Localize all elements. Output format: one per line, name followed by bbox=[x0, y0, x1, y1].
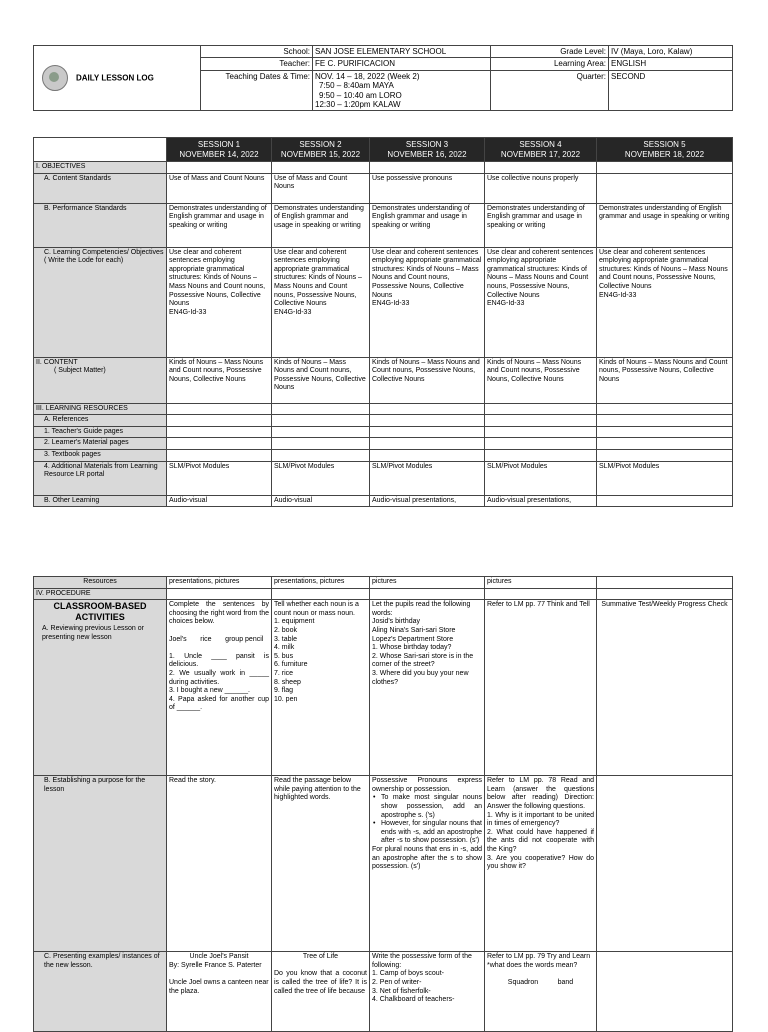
perf-std-4: Demonstrates understanding of English grammar and usage in speaking or writing bbox=[485, 203, 597, 247]
procedure-label: IV. PROCEDURE bbox=[34, 588, 167, 600]
lc-5: Use clear and coherent sentences employing appropriate grammatical structures: Kinds of Nouns – Mass Nouns and Count nouns, Possessive Nouns, Collective Nouns EN4G-Id-33 bbox=[597, 247, 733, 357]
add-4: SLM/Pivot Modules bbox=[485, 461, 597, 495]
lesson-table bbox=[33, 137, 733, 507]
time-maya: 7:50 – 8:40am MAYA bbox=[319, 81, 394, 91]
other-2: Audio-visual bbox=[272, 495, 370, 507]
dates-label: Teaching Dates & Time: bbox=[201, 70, 313, 111]
content-std-1: Use of Mass and Count Nouns bbox=[167, 173, 272, 203]
purpose-session-2: Read the passage below while paying attention to the highlighted words. bbox=[272, 776, 370, 952]
textbook-label: 3. Textbook pages bbox=[34, 449, 167, 461]
content-label: II. CONTENT ( Subject Matter) bbox=[34, 357, 167, 403]
teacher-value: FE C. PURIFICACION bbox=[313, 58, 491, 70]
content-std-4: Use collective nouns properly bbox=[485, 173, 597, 203]
learning-resources-label: III. LEARNING RESOURCES bbox=[34, 403, 167, 415]
learners-material-label: 2. Learner's Material pages bbox=[34, 438, 167, 450]
quarter-label: Quarter: bbox=[491, 70, 609, 111]
header-title-cell bbox=[34, 46, 201, 111]
review-session-2: Tell whether each noun is a count noun or mass noun. 1. equipment 2. book 3. table 4. milk 5. bus 6. furniture 7. rice 8. sheep 9. flag 10. pen bbox=[272, 600, 370, 776]
review-session-3: Let the pupils read the following words: Josid's birthday Aling Nina's Sari-sari Store Lopez's Department Store 1. Whose birthday today? 2. Whose Sari-sari store is in the corner of the street? 3. Where did you buy your new clothes? bbox=[370, 600, 485, 776]
other-1: Audio-visual bbox=[167, 495, 272, 507]
objectives-label: I. OBJECTIVES bbox=[34, 162, 167, 174]
purpose-session-1: Read the story. bbox=[167, 776, 272, 952]
session-4-header: SESSION 4 NOVEMBER 17, 2022 bbox=[485, 138, 597, 162]
deped-seal-icon bbox=[42, 65, 68, 91]
other-3: Audio-visual presentations, bbox=[370, 495, 485, 507]
session-3-header: SESSION 3 NOVEMBER 16, 2022 bbox=[370, 138, 485, 162]
lc-1: Use clear and coherent sentences employing appropriate grammatical structures: Kinds of Nouns – Mass Nouns and Count nouns, Possessive Nouns, Collective Nouns EN4G-Id-33 bbox=[167, 247, 272, 357]
session-1-header: SESSION 1 NOVEMBER 14, 2022 bbox=[167, 138, 272, 162]
content-3: Kinds of Nouns – Mass Nouns and Count nouns, Possessive Nouns, Collective Nouns bbox=[370, 357, 485, 403]
dates-value bbox=[313, 70, 491, 111]
other-4: Audio-visual presentations, bbox=[485, 495, 597, 507]
lc-4: Use clear and coherent sentences employing appropriate grammatical structures: Kinds of Nouns – Mass Nouns and Count nouns, Possessive Nouns, Collective Nouns EN4G-Id-33 bbox=[485, 247, 597, 357]
present-session-2: Tree of Life Do you know that a coconut is called the tree of life? It is called the tree of life because bbox=[272, 952, 370, 1032]
purpose-session-3: Possessive Pronouns express ownership or possession. • To make most singular nouns show possession, add an apostrophe s. ('s) • However, for singular nouns that ends with -s, add an apostrophe after -s to show possession. (s') For plural nouns that ens in -s, add an apostrophe after the s to show possession. (s') bbox=[370, 776, 485, 952]
area-label: Learning Area: bbox=[491, 58, 609, 70]
grade-label: Grade Level: bbox=[491, 46, 609, 58]
present-session-3: Write the possessive form of the following: 1. Camp of boys scout- 2. Pen of writer- 3. Net of fisherfolk- 4. Chalkboard of teachers- bbox=[370, 952, 485, 1032]
time-kalaw: 12:30 – 1:20pm KALAW bbox=[315, 100, 401, 110]
teachers-guide-label: 1. Teacher's Guide pages bbox=[34, 426, 167, 438]
perf-std-5: Demonstrates understanding of English grammar and usage in speaking or writing bbox=[597, 203, 733, 247]
res-3: pictures bbox=[370, 577, 485, 589]
dates-text: NOV. 14 – 18, 2022 (Week 2) bbox=[315, 71, 420, 81]
resources-label: Resources bbox=[34, 577, 167, 589]
add-3: SLM/Pivot Modules bbox=[370, 461, 485, 495]
empty-header-cell bbox=[34, 138, 167, 162]
content-1: Kinds of Nouns – Mass Nouns and Count nouns, Possessive Nouns, Collective Nouns bbox=[167, 357, 272, 403]
perf-std-3: Demonstrates understanding of English grammar and usage in speaking or writing bbox=[370, 203, 485, 247]
present-session-1: Uncle Joel's Pansit By: Syrelle France S. Paterter Uncle Joel owns a canteen near the plaza. bbox=[167, 952, 272, 1032]
lc-3: Use clear and coherent sentences employing appropriate grammatical structures: Kinds of Nouns – Mass Nouns and Count nouns, Possessive Nouns, Collective Nouns EN4G-Id-33 bbox=[370, 247, 485, 357]
review-session-5: Summative Test/Weekly Progress Check bbox=[597, 600, 733, 776]
res-5 bbox=[597, 577, 733, 589]
learning-competencies-label: C. Learning Competencies/ Objectives ( Write the Lode for each) bbox=[34, 247, 167, 357]
purpose-session-4: Refer to LM pp. 78 Read and Learn (answer the questions below after reading) Direction: Answer the following questions. 1. Why is it important to be united in times of emergency? 2. What could have happened if the ants did not cooperate with the King? 3. Are you cooperative? How do you show it? bbox=[485, 776, 597, 952]
perf-std-2: Demonstrates understanding of English grammar and usage in speaking or writing bbox=[272, 203, 370, 247]
area-value: ENGLISH bbox=[609, 58, 733, 70]
performance-standards-label: B. Performance Standards bbox=[34, 203, 167, 247]
content-std-5 bbox=[597, 173, 733, 203]
content-std-2: Use of Mass and Count Nouns bbox=[272, 173, 370, 203]
content-standards-label: A. Content Standards bbox=[34, 173, 167, 203]
additional-materials-label: 4. Additional Materials from Learning Resource LR portal bbox=[34, 461, 167, 495]
add-2: SLM/Pivot Modules bbox=[272, 461, 370, 495]
reviewing-cell bbox=[34, 600, 167, 776]
purpose-label: B. Establishing a purpose for the lesson bbox=[34, 776, 167, 952]
teacher-label: Teacher: bbox=[201, 58, 313, 70]
res-4: pictures bbox=[485, 577, 597, 589]
content-4: Kinds of Nouns – Mass Nouns and Count nouns, Possessive Nouns, Collective Nouns bbox=[485, 357, 597, 403]
res-1: presentations, pictures bbox=[167, 577, 272, 589]
references-label: A. References bbox=[34, 415, 167, 427]
reviewing-label: A. Reviewing previous Lesson or presenting new lesson bbox=[42, 625, 144, 641]
other-5 bbox=[597, 495, 733, 507]
res-2: presentations, pictures bbox=[272, 577, 370, 589]
grade-value: IV (Maya, Loro, Kalaw) bbox=[609, 46, 733, 58]
procedure-table bbox=[33, 576, 733, 1032]
present-session-4: Refer to LM pp. 79 Try and Learn *what does the words mean? Squadron band bbox=[485, 952, 597, 1032]
content-2: Kinds of Nouns – Mass Nouns and Count nouns, Possessive Nouns, Collective Nouns bbox=[272, 357, 370, 403]
content-5: Kinds of Nouns – Mass Nouns and Count nouns, Possessive Nouns, Collective Nouns bbox=[597, 357, 733, 403]
content-std-3: Use possessive pronouns bbox=[370, 173, 485, 203]
school-label: School: bbox=[201, 46, 313, 58]
review-session-1: Complete the sentences by choosing the right word from the choices below. Joel's rice group pencil 1. Uncle ____ pansit is delicious. 2. We usually work in _____ during activities. 3. I bought a new ______. 4. Papa asked for another cup of ______. bbox=[167, 600, 272, 776]
classroom-activities-title: CLASSROOM-BASED ACTIVITIES bbox=[53, 601, 147, 623]
add-1: SLM/Pivot Modules bbox=[167, 461, 272, 495]
school-value: SAN JOSE ELEMENTARY SCHOOL bbox=[313, 46, 491, 58]
add-5: SLM/Pivot Modules bbox=[597, 461, 733, 495]
other-learning-label: B. Other Learning bbox=[34, 495, 167, 507]
perf-std-1: Demonstrates understanding of English grammar and usage in speaking or writing bbox=[167, 203, 272, 247]
review-session-4: Refer to LM pp. 77 Think and Tell bbox=[485, 600, 597, 776]
lc-2: Use clear and coherent sentences employing appropriate grammatical structures: Kinds of Nouns – Mass Nouns and Count nouns, Possessive Nouns, Collective Nouns EN4G-Id-33 bbox=[272, 247, 370, 357]
quarter-value: SECOND bbox=[609, 70, 733, 111]
session-2-header: SESSION 2 NOVEMBER 15, 2022 bbox=[272, 138, 370, 162]
presenting-label: C. Presenting examples/ instances of the new lesson. bbox=[34, 952, 167, 1032]
session-5-header: SESSION 5 NOVEMBER 18, 2022 bbox=[597, 138, 733, 162]
time-loro: 9:50 – 10:40 am LORO bbox=[319, 90, 402, 100]
header-table bbox=[33, 45, 733, 111]
page-title: DAILY LESSON LOG bbox=[76, 73, 154, 83]
